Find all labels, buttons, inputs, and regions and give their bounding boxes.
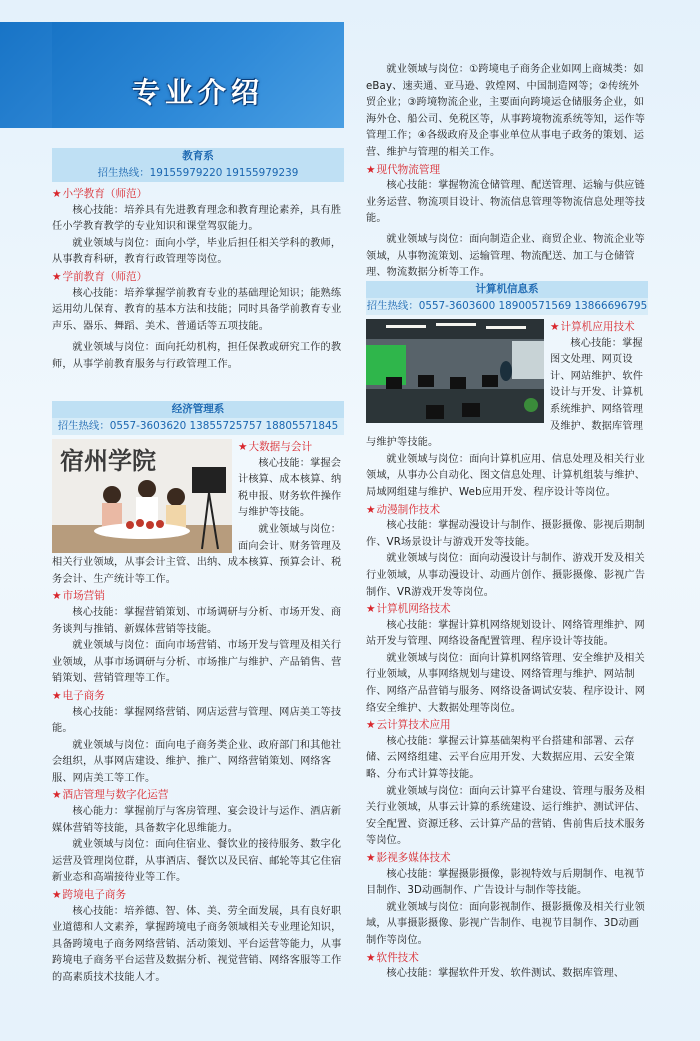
dept-header-edu — [52, 148, 344, 182]
lab-photo-illustration — [366, 319, 544, 423]
core-skills: 核心技能：掌握营销策划、市场调研与分析、市场开发、商务谈判与推销、新媒体营销等技能。 — [52, 606, 342, 635]
major-title: ★云计算技术应用 — [366, 719, 451, 732]
core-skills: 核心技能：培养具有先进教育理念和教育理论素养，具有胜任小学教育教学的专业知识和课堂驾驭能力。 — [52, 204, 342, 233]
dept-header-econ — [52, 401, 344, 435]
major-title: ★软件技术 — [366, 951, 419, 964]
major-title: ★计算机应用技术 — [550, 321, 635, 333]
edu-section — [52, 148, 344, 374]
photo-sign: 宿州学院 — [60, 446, 156, 475]
core-skills: 核心技能：掌握会计核算、成本核算、纳税申报、财务软件操作与维护等技能。 — [238, 457, 342, 519]
econ-photo — [52, 439, 232, 553]
right-top — [366, 62, 648, 282]
core-skills: 核心技能：掌握动漫设计与制作、摄影摄像、影视后期制作、VR场景设计与游戏开发等技能。 — [366, 520, 645, 548]
title-banner — [52, 22, 344, 128]
core-skills: 核心技能：掌握摄影摄像，影视特效与后期制作、电视节目制作、3D动画制作、广告设计与制作等技能。 — [366, 868, 645, 897]
core-skills: 核心技能：掌握物流仓储管理、配送管理、运输与供应链业务运营、物流项目设计、物流信息管理等物流信息处理等技能。 — [366, 180, 646, 225]
job-fields: 就业领域与岗位：面向托幼机构，担任保教或研究工作的教师，从事学前教育服务与行政管理工作。 — [52, 342, 342, 370]
major-title: ★学前教育（师范） — [52, 270, 148, 283]
core-skills: 核心技能：培养德、智、体、美、劳全面发展，具有良好职业道德和人文素养，掌握跨境电子商务领域相关专业理论知识，具备跨境电子商务网络营销、活动策划、平台运营等能力，从事跨境电子商务平台运营及数据分析、视觉营销、网络客服等工作的高素质技术技能人才。 — [52, 905, 342, 983]
major-title: ★市场营销 — [52, 590, 105, 603]
job-fields: 就业领域与岗位：面向制造企业、商贸企业、物流企业等领域，从事物流策划、运输管理、物流配送、加工与仓储管理、物流数据分析等工作。 — [366, 233, 645, 279]
cs-section — [366, 281, 648, 983]
major-title: ★动漫制作技术 — [366, 503, 441, 516]
job-fields: 就业领域与岗位：面向计算机应用、信息处理及相关行业领域，从事办公自动化、图文信息处理、计算机组装与维护、局域网组建与维护、Web应用开发、程序设计等岗位。 — [366, 453, 646, 498]
dept-name: 经济管理系 — [171, 403, 225, 415]
job-fields: 就业领域与岗位：面向影视制作、摄影摄像及相关行业领域，从事摄影摄像、影视广告制作、电视节目制作、3D动画制作等岗位。 — [366, 901, 645, 946]
major-title: ★计算机网络技术 — [366, 603, 451, 616]
dept-header-cs — [366, 281, 648, 315]
core-skills: 核心技能：掌握网络营销、网店运营与管理、网店美工等技能。 — [52, 706, 342, 735]
major-title: ★现代物流管理 — [366, 163, 441, 176]
major-title: ★酒店管理与数字化运营 — [52, 789, 169, 802]
job-fields: 就业领域与岗位：面向计算机网络管理、安全维护及相关行业领域，从事网络规划与建设、网络管理与维护、网站制作、网络产品营销与服务、网络设备调试安装、程序设计、网络安全维护、大数据处理等岗位。 — [366, 652, 646, 714]
job-fields: 就业领域与岗位：面向动漫设计与制作、游戏开发及相关行业领域，从事动漫设计、动画片创作、摄影摄像、影视广告制作、VR游戏开发等岗位。 — [366, 553, 646, 598]
major-title: ★电子商务 — [52, 689, 105, 702]
econ-section — [52, 401, 344, 987]
computer-lab-photo — [366, 319, 544, 423]
core-skills: 核心技能：掌握图文处理、网页设计、网站维护、软件设计与开发、计算机系统维护、网络管理及维护、数据库管理与维护等技能。 — [366, 337, 644, 449]
major-title: ★跨境电子商务 — [52, 889, 127, 902]
banner-edge — [0, 22, 52, 128]
job-fields: 就业领域与岗位：面向小学，毕业后担任相关学科的教师，从事教育科研，教育行政管理等岗位。 — [52, 237, 342, 266]
crossborder-job: 就业领域与岗位：①跨境电子商务企业如网上商城类：如eBay、速卖通、亚马逊、敦煌网、中国制造网等；②传统外贸企业；③跨境物流企业，主要面向跨境运仓储服务企业，如海外仓、船公司、免税区等，从事跨境物流系统等知，运作等管理工作；④各级政府及企事业单位从事电子政务的策划、运营、维护与管理的相关工作。 — [366, 64, 646, 158]
job-fields: 就业领域与岗位：面向会计、财务管理及相关行业领域，从事会计主管、出纳、成本核算、预算会计、税务会计、生产统计等工作。 — [52, 523, 342, 585]
major-title: ★大数据与会计 — [238, 441, 313, 453]
dept-name: 计算机信息系 — [475, 283, 539, 295]
major-title: ★影视多媒体技术 — [366, 852, 451, 864]
hotline: 招生热线：19155979220 19155979239 — [97, 167, 299, 179]
core-skills: 核心技能：培养掌握学前教育专业的基础理论知识；能熟练运用幼儿保育、教育的基本方法和技能；同时具备学前教育专业声乐、器乐、舞蹈、美术、普通话等五项技能。 — [52, 287, 342, 332]
hotline: 招生热线：0557-3603620 13855725757 18805571845 — [52, 418, 344, 435]
page-title: 专业介绍 — [131, 76, 264, 109]
job-fields: 就业领域与岗位：面向电子商务类企业、政府部门和其他社会组织，从事网店建设、维护、推广、网络营销策划、网络客服、网店美工等工作。 — [52, 739, 342, 784]
core-skills: 核心能力：掌握前厅与客房管理、宴会设计与运作、酒店新媒体营销等技能，具备数字化思维能力。 — [52, 806, 342, 834]
hotline: 招生热线：0557-3603600 18900571569 13866696795 — [366, 298, 648, 315]
job-fields: 就业领域与岗位：面向云计算平台建设、管理与服务及相关行业领域，从事云计算的系统建设、运行维护、测试评估、安全配置、资源迁移、云计算产品的营销、售前售后技术服务等岗位。 — [366, 785, 646, 847]
students-photo-illustration — [52, 439, 232, 553]
job-fields: 就业领域与岗位：面向市场营销、市场开发与管理及相关行业领域，从事市场调研与分析、市场推广与维护、产品销售、营销策划、营销管理等工作。 — [52, 640, 342, 685]
major-title: ★小学教育（师范） — [52, 188, 148, 200]
core-skills: 核心技能：掌握云计算基础架构平台搭建和部署、云存储、云网络组建、云平台应用开发、大数据应用、云安全策略、分布式计算等技能。 — [366, 735, 635, 781]
dept-name: 教育系 — [182, 150, 214, 162]
job-fields: 就业领域与岗位：面向住宿业、餐饮业的接待服务、数字化运营及管理岗位群，从事酒店、餐饮以及民宿、邮轮等其它住宿新业态和高端接待业等工作。 — [52, 839, 342, 884]
core-skills: 核心技能：掌握计算机网络规划设计、网络管理维护、网站开发与管理、网络设备配置管理、程序设计等技能。 — [366, 619, 645, 648]
core-skills: 核心技能：掌握软件开发、软件测试、数据库管理、 — [386, 968, 625, 980]
